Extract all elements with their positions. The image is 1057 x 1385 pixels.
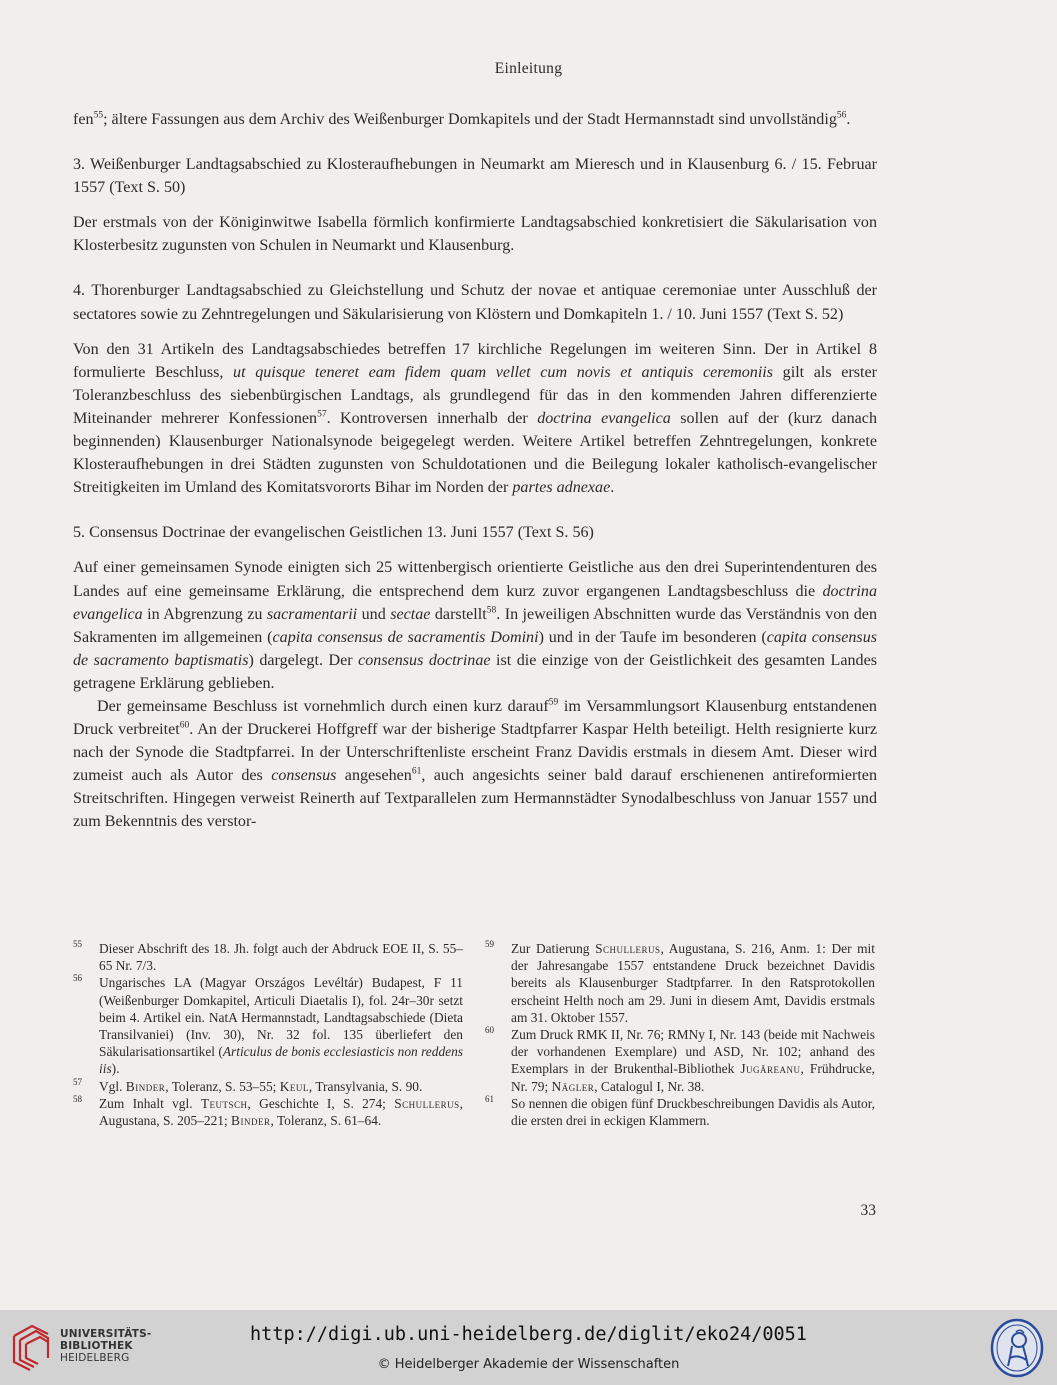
footnote-ref[interactable]: 58 <box>486 605 497 616</box>
footnote-ref[interactable]: 57 <box>317 409 327 420</box>
heidelberg-seal-icon <box>990 1318 1044 1378</box>
library-name: UNIVERSITÄTS- BIBLIOTHEK HEIDELBERG <box>60 1328 152 1364</box>
section-heading-3: 3. Weißenburger Landtagsabschied zu Klosteraufhebungen in Neumarkt am Mieresch und in Klausenburg 6. / 15. Februar 1557 (Text S. 50) <box>73 156 877 197</box>
footnote-ref[interactable]: 60 <box>179 720 190 731</box>
footnote: 56 Ungarisches LA (Magyar Országos Levéltár) Budapest, F 11 (Weißenburger Domkapitel, Articuli Diaetalis I), fol. 24r–30r setzt beim 4. Artikel ein. NatA Hermannstadt, Landtagsabschiede (Dieta Transilvaniei) (Inv. 30), Nr. 32 fol. 135 überliefert den Säkularisationsartikel (Articulus de bonis ecclesiasticis non reddens iis). <box>73 973 463 1077</box>
footnote: 55 Dieser Abschrift des 18. Jh. folgt auch der Abdruck EOE II, S. 55–65 Nr. 7/3. <box>73 939 463 974</box>
footnote-ref[interactable]: 59 <box>548 697 559 708</box>
body-text <box>73 108 877 834</box>
copyright-notice: © Heidelberger Akademie der Wissenschaften <box>377 1357 680 1372</box>
running-title: Einleitung <box>494 60 563 77</box>
page-number: 33 <box>860 1202 876 1219</box>
permalink-url[interactable]: http://digi.ub.uni-heidelberg.de/diglit/eko24/0051 <box>250 1324 807 1345</box>
footnote: 60 Zum Druck RMK II, Nr. 76; RMNy I, Nr. 143 (beide mit Nachweis der vorhandenen Exemplare) und ASD, Nr. 102; anhand des Exemplars in der Brukenthal-Bibliothek Jugăreanu, Frühdrucke, Nr. 79; Nägler, Catalogul I, Nr. 38. <box>485 1025 875 1094</box>
viewer-footer <box>0 1310 1057 1385</box>
section-heading-5: 5. Consensus Doctrinae der evangelischen Geistlichen 13. Juni 1557 (Text S. 56) <box>73 524 594 542</box>
paragraph: Auf einer gemeinsamen Synode einigten sich 25 wittenbergisch orientierte Geistliche aus den drei Superintendenturen des Landes auf eine gemeinsame Erklärung, die entsprechend dem kurz zuvor ergangenen Landtagsbeschluss die doctrina evangelica in Abgrenzung zu sacramentarii und sectae darstellt$^{58}$. In jeweiligen Abschnitten wurde das Verständnis von den Sakramenten im allgemeinen (capita consensus de sacramentis Domini) und in der Taufe im besonderen (capita consensus de sacramento baptismatis) dargelegt. Der consensus doctrinae ist die einzige von der Geistlichkeit des gesamten Landes getragene Erklärung geblieben. <box>73 559 878 692</box>
footnotes-left-column <box>73 940 463 1129</box>
academy-seal[interactable] <box>990 1318 1044 1378</box>
footnote-ref[interactable]: 61 <box>411 766 422 777</box>
paragraph-continuation: fen$^{55}$; ältere Fassungen aus dem Archiv des Weißenburger Domkapitels und der Stadt Hermannstadt sind unvollständig$^{56}$. <box>73 110 851 128</box>
footnote: 61 So nennen die obigen fünf Druckbeschreibungen Davidis als Autor, die ersten drei in eckigen Klammern. <box>485 1093 875 1129</box>
footnote-ref[interactable]: 55 <box>93 110 104 121</box>
footnote: 57 Vgl. Binder, Toleranz, S. 53–55; Keul, Transylvania, S. 90. <box>73 1076 423 1094</box>
section-heading-4: 4. Thorenburger Landtagsabschied zu Gleichstellung und Schutz der novae et antiquae ceremoniae unter Ausschluß der sectatores sowie zu Zehntregelungen und Säkularisierung von Klöstern und Domkapiteln 1. / 10. Juni 1557 (Text S. 52) <box>73 282 877 323</box>
paragraph: Von den 31 Artikeln des Landtagsabschiedes betreffen 17 kirchliche Regelungen im weiteren Sinn. Der in Artikel 8 formulierte Beschluss, ut quisque teneret eam fidem quam vellet cum novis et antiquis ceremoniis gilt als erster Toleranzbeschluss des siebenbürgischen Landtags, als grundlegend für das in den kommenden Jahren differenzierte Miteinander mehrerer Konfessionen$^{57}$. Kontroversen innerhalb der doctrina evangelica sollen auf der (kurz danach beginnenden) Klausenburger Nationalsynode beigegelegt werden. Weitere Artikel betreffen Zehntregelungen, konkrete Klosteraufhebungen in drei Städten zugunsten von Schuldotationen und die Beilegung lokaler katholisch-evangelischer Streitigkeiten im Umland des Komitatsvororts Bihar im Norden der partes adnexae. <box>73 340 877 497</box>
paragraph: Der erstmals von der Königinwitwe Isabella förmlich konfirmierte Landtagsabschied konkretisiert die Säkularisation von Klosterbesitz zugunsten von Schulen in Neumarkt und Klausenburg. <box>73 214 877 255</box>
footnotes-right-column <box>485 940 875 1129</box>
footnote: 58 Zum Inhalt vgl. Teutsch, Geschichte I, S. 274; Schullerus, Augustana, S. 205–221; Binder, Toleranz, S. 61–64. <box>73 1093 464 1129</box>
paragraph: Der gemeinsame Beschluss ist vornehmlich durch einen kurz darauf$^{59}$ im Versammlungsort Klausenburg entstandenen Druck verbreitet$^{60}$. An der Druckerei Hoffgreff war der bisherige Stadtpfarrer Kaspar Helth beteiligt. Helth resignierte kurz nach der Synode die Stadtpfarrei. In der Unterschriftenliste erscheint Franz Davidis erstmals in diesem Amt. Dieser wird zumeist auch als Autor des consensus angesehen$^{61}$, auch angesichts seiner bald darauf erschienenen antireformierten Streitschriften. Hingegen verweist Reinerth auf Textparallelen zum Hermannstädter Synodalbeschluss von Januar 1557 und zum Bekenntnis des verstor- <box>73 697 878 831</box>
footnote-ref[interactable]: 56 <box>836 110 847 121</box>
footnote: 59 Zur Datierung Schullerus, Augustana, S. 216, Anm. 1: Der mit der Jahresangabe 1557 entstandene Druck bezeichnet Davidis bereits als Klausenburger Stadtpfarrer. In den Ratsprotokollen erscheint Helth noch am 29. Juni in diesem Amt, Davidis erstmals am 31. Oktober 1557. <box>485 939 875 1025</box>
